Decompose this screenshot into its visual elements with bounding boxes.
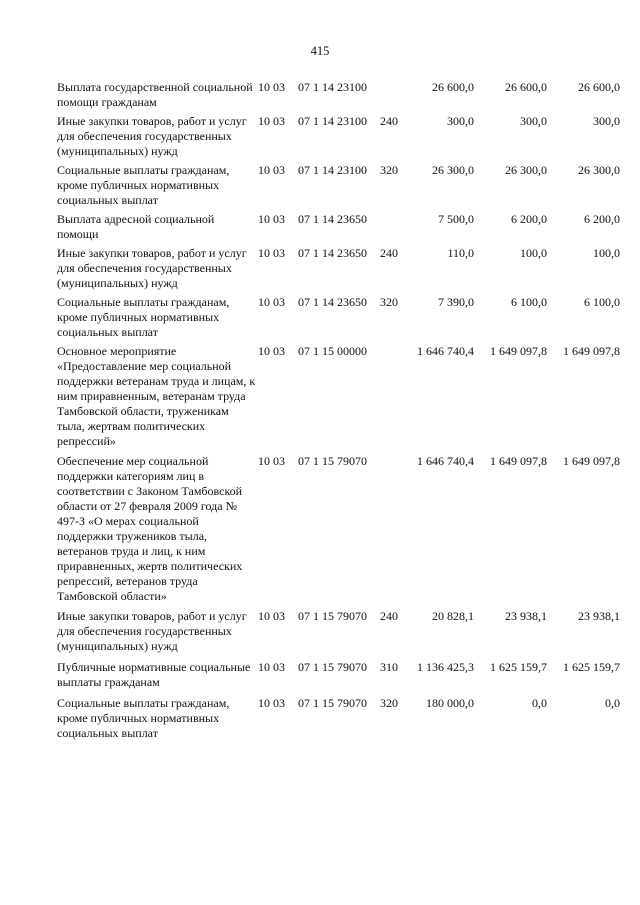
row-value-1: 300,0 (447, 114, 474, 128)
row-section-code: 10 03 (258, 660, 285, 674)
table-row (0, 454, 640, 604)
row-value-2: 6 200,0 (511, 212, 547, 226)
table-row (0, 344, 640, 449)
table-row (0, 114, 640, 159)
row-section-code: 10 03 (258, 344, 285, 358)
row-target-code: 07 1 14 23650 (298, 246, 367, 260)
row-name: Выплата государственной социальной помощи гражданам (57, 80, 253, 109)
row-value-3: 23 938,1 (578, 609, 620, 623)
row-value-1: 7 390,0 (438, 295, 474, 309)
row-value-1: 1 646 740,4 (417, 344, 474, 358)
table-row (0, 660, 640, 690)
table-row (0, 609, 640, 654)
row-value-3: 1 649 097,8 (563, 344, 620, 358)
row-name: Социальные выплаты гражданам, кроме публичных нормативных социальных выплат (57, 696, 230, 740)
row-target-code: 07 1 15 00000 (298, 344, 367, 358)
row-value-2: 100,0 (520, 246, 547, 260)
row-target-code: 07 1 14 23650 (298, 212, 367, 226)
row-value-1: 7 500,0 (438, 212, 474, 226)
row-section-code: 10 03 (258, 609, 285, 623)
row-section-code: 10 03 (258, 163, 285, 177)
row-section-code: 10 03 (258, 212, 285, 226)
row-expense-type: 320 (380, 696, 398, 710)
row-expense-type: 240 (380, 246, 398, 260)
row-value-3: 26 600,0 (578, 80, 620, 94)
row-value-3: 26 300,0 (578, 163, 620, 177)
row-value-3: 300,0 (593, 114, 620, 128)
row-name: Социальные выплаты гражданам, кроме публичных нормативных социальных выплат (57, 295, 230, 339)
row-value-1: 26 300,0 (432, 163, 474, 177)
row-value-1: 180 000,0 (426, 696, 474, 710)
row-value-3: 6 200,0 (584, 212, 620, 226)
row-section-code: 10 03 (258, 454, 285, 468)
row-value-2: 300,0 (520, 114, 547, 128)
row-value-1: 26 600,0 (432, 80, 474, 94)
row-section-code: 10 03 (258, 696, 285, 710)
row-value-3: 100,0 (593, 246, 620, 260)
row-expense-type: 320 (380, 163, 398, 177)
row-section-code: 10 03 (258, 114, 285, 128)
table-row (0, 696, 640, 741)
row-target-code: 07 1 15 79070 (298, 454, 367, 468)
row-section-code: 10 03 (258, 295, 285, 309)
row-name: Иные закупки товаров, работ и услуг для обеспечения государственных (муниципальных) нужд (57, 114, 247, 158)
row-value-3: 1 625 159,7 (563, 660, 620, 674)
table-row (0, 163, 640, 208)
row-target-code: 07 1 14 23100 (298, 114, 367, 128)
page-number: 415 (310, 44, 330, 58)
row-value-2: 1 649 097,8 (490, 344, 547, 358)
row-target-code: 07 1 15 79070 (298, 609, 367, 623)
table-row (0, 295, 640, 340)
row-target-code: 07 1 14 23100 (298, 163, 367, 177)
row-target-code: 07 1 14 23650 (298, 295, 367, 309)
row-name: Основное мероприятие «Предоставление мер социальной поддержки ветеранам труда и лицам, к ним приравненным, ветеранам труда Тамбовской области, труженикам тыла, жертвам политических репрессий» (57, 344, 256, 448)
row-section-code: 10 03 (258, 246, 285, 260)
row-value-2: 6 100,0 (511, 295, 547, 309)
row-value-2: 26 600,0 (505, 80, 547, 94)
table-row (0, 246, 640, 291)
row-value-2: 0,0 (532, 696, 547, 710)
row-name: Иные закупки товаров, работ и услуг для обеспечения государственных (муниципальных) нужд (57, 609, 247, 653)
row-value-3: 0,0 (605, 696, 620, 710)
row-value-1: 20 828,1 (432, 609, 474, 623)
row-name: Социальные выплаты гражданам, кроме публичных нормативных социальных выплат (57, 163, 230, 207)
row-name: Публичные нормативные социальные выплаты гражданам (57, 660, 251, 689)
row-expense-type: 320 (380, 295, 398, 309)
row-expense-type: 310 (380, 660, 398, 674)
table-row (0, 80, 640, 110)
row-name: Обеспечение мер социальной поддержки категориям лиц в соответствии с Законом Тамбовской области от 27 февраля 2009 года № 497-З «О мерах социальной поддержки тружеников тыла, ветеранов труда и лиц, к ним приравненных, жертв политических репрессий, ветеранов труда Тамбовской области» (57, 454, 243, 603)
row-value-1: 1 646 740,4 (417, 454, 474, 468)
row-value-3: 1 649 097,8 (563, 454, 620, 468)
row-section-code: 10 03 (258, 80, 285, 94)
row-name: Выплата адресной социальной помощи (57, 212, 215, 241)
row-target-code: 07 1 15 79070 (298, 660, 367, 674)
row-expense-type: 240 (380, 114, 398, 128)
row-expense-type: 240 (380, 609, 398, 623)
table-row (0, 212, 640, 242)
row-target-code: 07 1 14 23100 (298, 80, 367, 94)
row-name: Иные закупки товаров, работ и услуг для обеспечения государственных (муниципальных) нужд (57, 246, 247, 290)
row-value-3: 6 100,0 (584, 295, 620, 309)
row-value-1: 110,0 (447, 246, 474, 260)
budget-table (0, 80, 640, 741)
row-value-2: 26 300,0 (505, 163, 547, 177)
row-value-2: 1 625 159,7 (490, 660, 547, 674)
row-value-2: 23 938,1 (505, 609, 547, 623)
row-value-2: 1 649 097,8 (490, 454, 547, 468)
row-value-1: 1 136 425,3 (417, 660, 474, 674)
row-target-code: 07 1 15 79070 (298, 696, 367, 710)
